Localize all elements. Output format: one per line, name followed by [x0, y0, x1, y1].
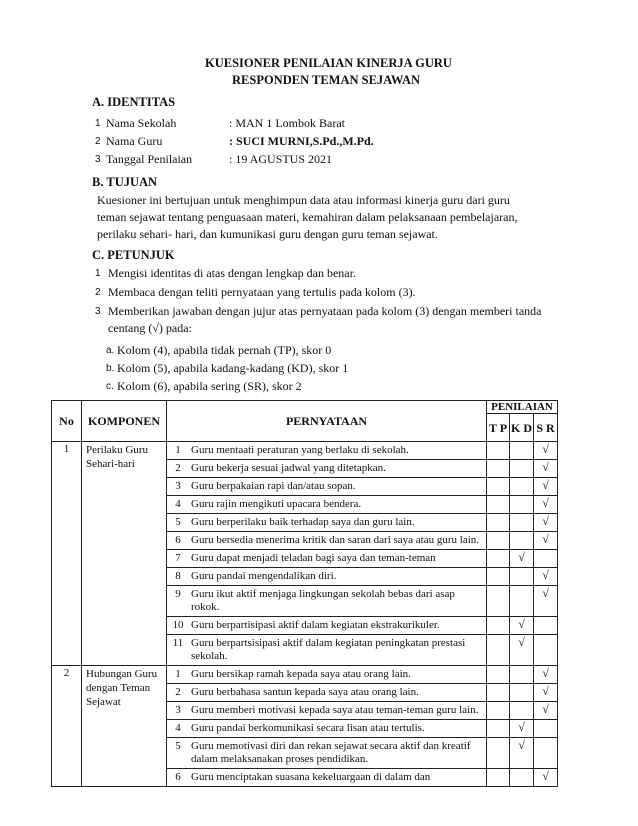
- statement-text: Guru ikut aktif menjaga lingkungan sekolah bebas dari asap rokok.: [191, 588, 455, 613]
- header-penilaian: PENILAIAN: [487, 401, 558, 414]
- petunjuk-num: 2: [95, 287, 101, 298]
- rating-tp-cell: [487, 720, 510, 738]
- rating-tp-cell: [487, 568, 510, 586]
- statement-number: 4: [175, 498, 181, 510]
- statement-cell: [167, 550, 487, 568]
- rating-kd-cell: √: [510, 738, 534, 769]
- rating-kd-cell: [510, 666, 534, 684]
- section-c-heading: C. PETUNJUK: [92, 248, 175, 262]
- identity-label: Nama Guru: [106, 134, 163, 148]
- table-row: [52, 442, 558, 460]
- statement-number: 5: [175, 740, 181, 752]
- identity-value: : MAN 1 Lombok Barat: [229, 116, 345, 130]
- identity-label: Tanggal Penilaian: [106, 152, 193, 166]
- statement-cell: [167, 514, 487, 532]
- sub-item-num: c.: [106, 381, 114, 392]
- statement-number: 5: [175, 516, 181, 528]
- rating-sr-cell: [534, 738, 558, 769]
- rating-sr-cell: √: [534, 568, 558, 586]
- statement-cell: [167, 586, 487, 617]
- rating-kd-cell: [510, 496, 534, 514]
- header-kd-label: K D: [511, 420, 532, 435]
- petunjuk-num: 3: [95, 306, 101, 317]
- rating-kd-cell: [510, 684, 534, 702]
- statement-text: Guru rajin mengikuti upacara bendera.: [191, 498, 362, 510]
- rating-tp-cell: [487, 738, 510, 769]
- rating-sr-cell: √: [534, 586, 558, 617]
- rating-tp-cell: [487, 514, 510, 532]
- rating-sr-cell: √: [534, 684, 558, 702]
- rating-tp-cell: [487, 550, 510, 568]
- sub-item-num: b.: [106, 363, 115, 374]
- petunjuk-item-cont: centang (√) pada:: [108, 321, 192, 335]
- group-number: 2: [52, 666, 82, 787]
- petunjuk-item: Memberikan jawaban dengan jujur atas pernyataan pada kolom (3) dengan memberi tanda: [108, 304, 542, 318]
- title-line-1: KUESIONER PENILAIAN KINERJA GURU: [205, 56, 452, 70]
- statement-cell: [167, 442, 487, 460]
- statement-text: Guru berpartisipasi aktif dalam kegiatan ekstrakurikuler.: [191, 619, 440, 631]
- rating-tp-cell: [487, 635, 510, 666]
- rating-tp-cell: [487, 617, 510, 635]
- identity-value: : 19 AGUSTUS 2021: [229, 152, 333, 166]
- rating-tp-cell: [487, 702, 510, 720]
- tujuan-line: teman sejawat tentang penguasaan materi, kemahiran dalam pelaksanaan pembelajaran,: [97, 210, 518, 224]
- statement-number: 1: [175, 444, 181, 456]
- rating-kd-cell: [510, 769, 534, 787]
- identity-value: : SUCI MURNI,S.Pd.,M.Pd.: [229, 134, 374, 148]
- rating-tp-cell: [487, 532, 510, 550]
- header-tp: [487, 414, 510, 442]
- statement-cell: [167, 496, 487, 514]
- rating-kd-cell: [510, 478, 534, 496]
- rating-sr-cell: √: [534, 514, 558, 532]
- rating-sr-cell: √: [534, 769, 558, 787]
- rating-tp-cell: [487, 586, 510, 617]
- rating-kd-cell: [510, 514, 534, 532]
- sub-item: Kolom (6), apabila sering (SR), skor 2: [117, 379, 302, 393]
- header-sr-label: S R: [536, 420, 555, 435]
- statement-cell: [167, 478, 487, 496]
- section-a-heading: A. IDENTITAS: [92, 95, 176, 109]
- statement-text: Guru bersedia menerima kritik dan saran dari saya atau guru lain.: [191, 534, 480, 546]
- rating-kd-cell: √: [510, 720, 534, 738]
- sub-item: Kolom (4), apabila tidak pernah (TP), skor 0: [117, 343, 332, 357]
- rating-tp-cell: [487, 496, 510, 514]
- statement-number: 4: [175, 722, 181, 734]
- rating-kd-cell: [510, 460, 534, 478]
- rating-kd-cell: [510, 568, 534, 586]
- rating-kd-cell: [510, 702, 534, 720]
- statement-text: Guru dapat menjadi teladan bagi saya dan teman-teman: [191, 552, 436, 564]
- rating-sr-cell: √: [534, 478, 558, 496]
- petunjuk-item: Mengisi identitas di atas dengan lengkap dan benar.: [108, 266, 356, 280]
- rating-kd-cell: √: [510, 617, 534, 635]
- rating-tp-cell: [487, 666, 510, 684]
- tujuan-line: Kuesioner ini bertujuan untuk menghimpun data atau informasi kinerja guru dari guru: [97, 193, 510, 207]
- statement-cell: [167, 684, 487, 702]
- statement-text: Guru bersikap ramah kepada saya atau orang lain.: [191, 668, 411, 680]
- statement-cell: [167, 666, 487, 684]
- statement-cell: [167, 769, 487, 787]
- statement-number: 3: [175, 480, 181, 492]
- petunjuk-num: 1: [95, 268, 101, 279]
- table-row: [52, 666, 558, 684]
- rating-sr-cell: [534, 720, 558, 738]
- rating-sr-cell: √: [534, 496, 558, 514]
- title-line-2: RESPONDEN TEMAN SEJAWAN: [232, 73, 420, 87]
- identity-num: 2: [95, 136, 101, 147]
- rating-tp-cell: [487, 684, 510, 702]
- statement-number: 7: [175, 552, 181, 564]
- rating-tp-cell: [487, 769, 510, 787]
- statement-text: Guru berpartsisipasi aktif dalam kegiatan peningkatan prestasi sekolah.: [191, 637, 466, 662]
- rating-tp-cell: [487, 460, 510, 478]
- identity-label: Nama Sekolah: [106, 116, 177, 130]
- statement-cell: [167, 635, 487, 666]
- statement-text: Guru berperilaku baik terhadap saya dan guru lain.: [191, 516, 415, 528]
- rating-sr-cell: √: [534, 532, 558, 550]
- header-pernyataan: PERNYATAAN: [167, 401, 487, 442]
- rating-kd-cell: √: [510, 635, 534, 666]
- statement-number: 3: [175, 704, 181, 716]
- rating-sr-cell: √: [534, 442, 558, 460]
- statement-text: Guru pandai berkomunikasi secara lisan atau tertulis.: [191, 722, 425, 734]
- header-no: No: [52, 401, 82, 442]
- statement-number: 2: [175, 462, 181, 474]
- header-tp-label: T P: [488, 420, 508, 435]
- rating-tp-cell: [487, 478, 510, 496]
- rating-sr-cell: √: [534, 702, 558, 720]
- sub-item-num: a.: [106, 345, 115, 356]
- section-b-heading: B. TUJUAN: [92, 175, 158, 189]
- statement-cell: [167, 738, 487, 769]
- statement-cell: [167, 617, 487, 635]
- rating-sr-cell: √: [534, 666, 558, 684]
- questionnaire-table: [51, 400, 558, 787]
- statement-number: 2: [175, 686, 181, 698]
- header-sr: [534, 414, 558, 442]
- statement-cell: [167, 720, 487, 738]
- group-component: Hubungan Guru dengan Teman Sejawat: [82, 666, 167, 787]
- identity-num: 3: [95, 154, 101, 165]
- rating-sr-cell: √: [534, 460, 558, 478]
- petunjuk-item: Membaca dengan teliti pernyataan yang tertulis pada kolom (3).: [108, 285, 416, 299]
- group-number: 1: [52, 442, 82, 666]
- rating-sr-cell: [534, 550, 558, 568]
- statement-number: 11: [172, 637, 184, 649]
- statement-cell: [167, 532, 487, 550]
- rating-sr-cell: [534, 617, 558, 635]
- header-kd: [510, 414, 534, 442]
- header-komponen: KOMPONEN: [82, 401, 167, 442]
- tujuan-line: perilaku sehari- hari, dan kumunikasi guru dengan guru teman sejawat.: [97, 227, 438, 241]
- group-component: Perilaku Guru Sehari-hari: [82, 442, 167, 666]
- statement-number: 8: [175, 570, 181, 582]
- rating-kd-cell: [510, 586, 534, 617]
- statement-text: Guru berbahasa santun kepada saya atau orang lain.: [191, 686, 419, 698]
- statement-number: 1: [175, 668, 181, 680]
- statement-text: Guru bekerja sesuai jadwal yang ditetapkan.: [191, 462, 386, 474]
- identity-num: 1: [95, 118, 101, 129]
- rating-sr-cell: [534, 635, 558, 666]
- statement-number: 9: [175, 588, 181, 600]
- statement-text: Guru memberi motivasi kepada saya atau teman-teman guru lain.: [191, 704, 479, 716]
- statement-text: Guru berpakaian rapi dan/atau sopan.: [191, 480, 356, 492]
- statement-cell: [167, 702, 487, 720]
- statement-text: Guru memotivasi diri dan rekan sejawat secara aktif dan kreatif dalam melaksanakan proses pendidikan.: [191, 740, 471, 765]
- statement-cell: [167, 568, 487, 586]
- rating-tp-cell: [487, 442, 510, 460]
- statement-cell: [167, 460, 487, 478]
- rating-kd-cell: [510, 532, 534, 550]
- statement-number: 10: [172, 619, 184, 631]
- statement-number: 6: [175, 534, 181, 546]
- sub-item: Kolom (5), apabila kadang-kadang (KD), skor 1: [117, 361, 349, 375]
- statement-text: Guru menciptakan suasana kekeluargaan di dalam dan: [191, 771, 431, 783]
- statement-text: Guru mentaati peraturan yang berlaku di sekolah.: [191, 444, 409, 456]
- statement-text: Guru pandai mengendalikan diri.: [191, 570, 337, 582]
- statement-number: 6: [175, 771, 181, 783]
- rating-kd-cell: [510, 442, 534, 460]
- rating-kd-cell: √: [510, 550, 534, 568]
